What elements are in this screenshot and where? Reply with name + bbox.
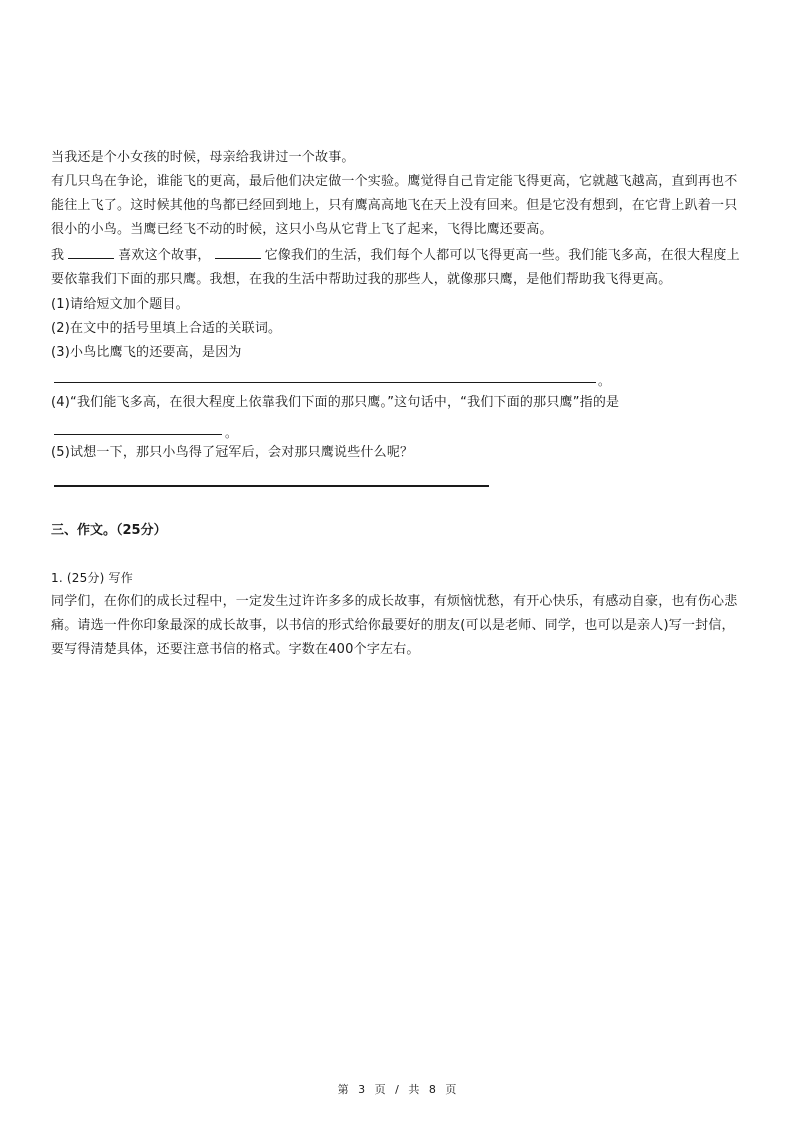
question-2 — [51, 317, 741, 341]
question-1-text: (1)请给短文加个题目。 — [51, 297, 189, 312]
conjunction-blank-2[interactable] — [215, 244, 261, 259]
page-footer: 第 3 页 / 共 8 页 — [337, 1083, 457, 1096]
passage-paragraph-3-middle: 喜欢这个故事， — [118, 248, 211, 263]
section-heading: 三、作文。（25分） — [51, 523, 167, 538]
question-4-text: (4)“我们能飞多高，在很大程度上依靠我们下面的那只鹰。”这句话中，“我们下面的那只鹰”指的是 — [51, 395, 620, 410]
passage-line-1: 当我还是个小女孩的时候，母亲给我讲过一个故事。 — [51, 150, 355, 165]
composition-item-title — [51, 566, 741, 590]
question-3-answer-line[interactable] — [54, 382, 596, 383]
question-4-line-end: 。 — [225, 426, 238, 440]
composition-item-title-text: 1. (25分) 写作 — [51, 571, 133, 585]
composition-prompt-text: 同学们，在你们的成长过程中，一定发生过许许多多的成长故事，有烦恼忧愁，有开心快乐，有感动自豪，也有伤心悲痛。请选一件你印象最深的成长故事，以书信的形式给你最要好的朋友(可以是老师、同学，也可以是亲人)写一封信，要写得清楚具体，还要注意书信的格式。字数在400个字左右。 — [51, 594, 738, 657]
passage-paragraph-2-text: 有几只鸟在争论，谁能飞的更高，最后他们决定做一个实验。鹰觉得自己肯定能飞得更高，它就越飞越高，直到再也不能往上飞了。这时候其他的鸟都已经回到地上，只有鹰高高地飞在天上没有回来。但是它没有想到，在它背上趴着一只很小的小鸟。当鹰已经飞不动的时候，这只小鸟从它背上飞了起来，飞得比鹰还要高。 — [51, 174, 738, 237]
passage-paragraph-3-end: 它像我们的生活，我们每个人都可以飞得更高一些。我们能飞多高，在很大程度上要依靠我们下面的那只鹰。我想，在我的生活中帮助过我的那些人，就像那只鹰，是他们帮助我飞得更高。 — [51, 248, 740, 287]
question-3 — [51, 341, 741, 365]
question-1 — [51, 293, 741, 317]
question-3-text: (3)小鸟比鹰飞的还要高，是因为 — [51, 345, 242, 360]
composition-prompt — [51, 590, 741, 662]
question-5-text: (5)试想一下，那只小鸟得了冠军后，会对那只鹰说些什么呢？ — [51, 445, 414, 460]
question-2-text: (2)在文中的括号里填上合适的关联词。 — [51, 321, 282, 336]
question-4-answer-line[interactable] — [54, 434, 222, 435]
passage-opening-line — [51, 146, 741, 170]
passage-paragraph-3-start: 我 — [51, 248, 65, 263]
question-3-line-end: 。 — [598, 374, 611, 388]
passage-paragraph-2 — [51, 170, 741, 242]
question-5-answer-line[interactable] — [54, 485, 489, 487]
passage-paragraph-3 — [51, 244, 741, 292]
question-4 — [51, 391, 741, 415]
question-5 — [51, 441, 741, 465]
conjunction-blank-1[interactable] — [68, 244, 114, 259]
